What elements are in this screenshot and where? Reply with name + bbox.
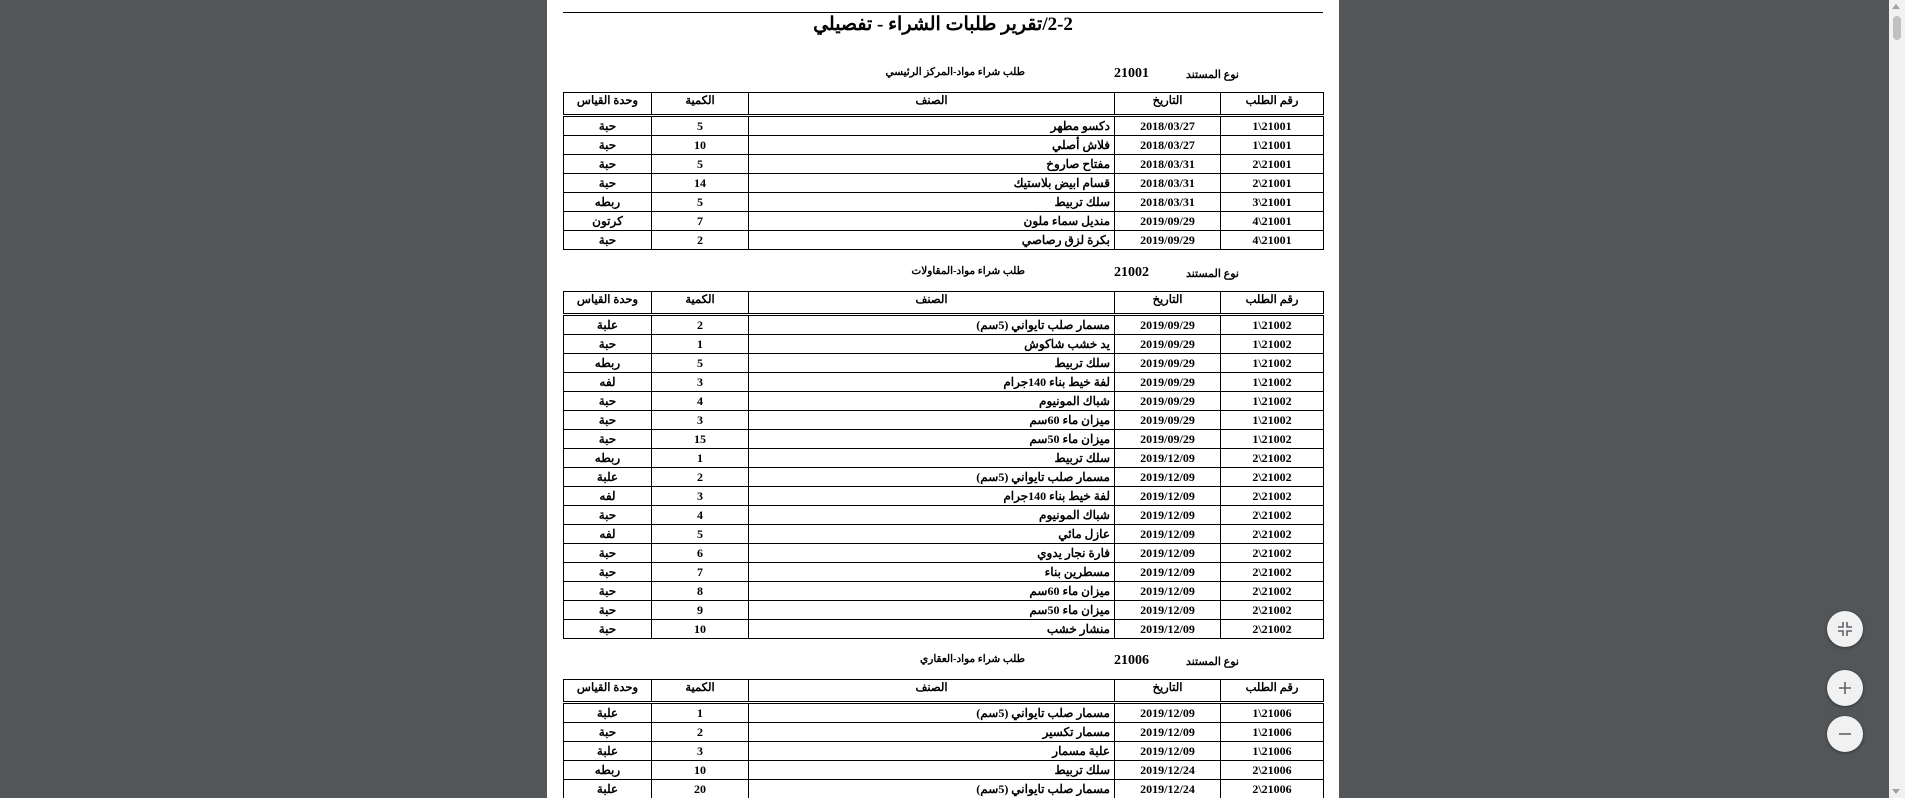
cell-request-no: 21006\1	[1221, 723, 1324, 742]
cell-request-no: 21002\1	[1221, 430, 1324, 449]
zoom-in-button[interactable]	[1827, 670, 1863, 706]
header-date: التاريخ	[1115, 680, 1221, 703]
cell-unit: حبة	[564, 620, 652, 639]
cell-item: منديل سماء ملون	[749, 212, 1115, 231]
cell-date: 2019/12/24	[1115, 780, 1221, 798]
doc-section	[563, 265, 1323, 639]
cell-request-no: 21006\1	[1221, 742, 1324, 761]
cell-request-no: 21001\3	[1221, 193, 1324, 212]
cell-unit: حبة	[564, 582, 652, 601]
cell-item: سلك تربيط	[749, 449, 1115, 468]
cell-date: 2019/12/09	[1115, 449, 1221, 468]
fit-to-page-button[interactable]	[1827, 611, 1863, 647]
cell-unit: حبة	[564, 601, 652, 620]
doc-type-label: نوع المستند	[1185, 656, 1239, 668]
cell-item: علبة مسمار	[749, 742, 1115, 761]
table-row	[564, 136, 1324, 155]
zoom-out-icon	[1838, 727, 1852, 741]
cell-item: يد خشب شاكوش	[749, 335, 1115, 354]
cell-item: مسمار صلب تايواني (5سم)	[749, 468, 1115, 487]
cell-request-no: 21006\1	[1221, 703, 1324, 723]
cell-date: 2019/12/09	[1115, 544, 1221, 563]
cell-request-no: 21002\1	[1221, 315, 1324, 335]
table-row	[564, 155, 1324, 174]
table-row	[564, 703, 1324, 723]
table-row	[564, 761, 1324, 780]
cell-item: سلك تربيط	[749, 761, 1115, 780]
cell-item: لفة خيط بناء 140جرام	[749, 373, 1115, 392]
cell-unit: حبة	[564, 430, 652, 449]
table-row	[564, 468, 1324, 487]
cell-request-no: 21001\1	[1221, 136, 1324, 155]
cell-item: مسمار صلب تايواني (5سم)	[749, 780, 1115, 798]
cell-request-no: 21002\2	[1221, 544, 1324, 563]
cell-request-no: 21006\2	[1221, 761, 1324, 780]
cell-date: 2018/03/31	[1115, 155, 1221, 174]
table-row	[564, 116, 1324, 136]
table-row	[564, 723, 1324, 742]
cell-quantity: 7	[652, 563, 749, 582]
cell-date: 2019/12/09	[1115, 487, 1221, 506]
cell-request-no: 21002\2	[1221, 601, 1324, 620]
cell-request-no: 21006\2	[1221, 780, 1324, 798]
cell-date: 2019/12/09	[1115, 468, 1221, 487]
purchase-requests-table	[563, 679, 1324, 798]
cell-request-no: 21001\4	[1221, 231, 1324, 250]
cell-unit: علبة	[564, 315, 652, 335]
cell-request-no: 21002\1	[1221, 373, 1324, 392]
header-quantity: الكمية	[652, 292, 749, 315]
cell-date: 2019/12/09	[1115, 742, 1221, 761]
header-unit: وحدة القياس	[564, 93, 652, 116]
cell-quantity: 1	[652, 449, 749, 468]
table-row	[564, 742, 1324, 761]
cell-item: مسمار صلب تايواني (5سم)	[749, 315, 1115, 335]
cell-date: 2019/09/29	[1115, 430, 1221, 449]
cell-unit: حبة	[564, 136, 652, 155]
scroll-down-arrow-icon[interactable]	[1892, 789, 1900, 794]
cell-item: ميزان ماء 50سم	[749, 601, 1115, 620]
cell-item: قسام ابيض بلاستيك	[749, 174, 1115, 193]
cell-item: فارة نجار يدوي	[749, 544, 1115, 563]
cell-date: 2019/12/24	[1115, 761, 1221, 780]
cell-quantity: 4	[652, 506, 749, 525]
cell-item: منشار خشب	[749, 620, 1115, 639]
cell-quantity: 3	[652, 487, 749, 506]
cell-unit: كرتون	[564, 212, 652, 231]
cell-quantity: 8	[652, 582, 749, 601]
cell-unit: علبة	[564, 468, 652, 487]
cell-unit: حبة	[564, 174, 652, 193]
cell-date: 2018/03/31	[1115, 193, 1221, 212]
table-row	[564, 212, 1324, 231]
cell-quantity: 15	[652, 430, 749, 449]
cell-unit: لفه	[564, 373, 652, 392]
vertical-scrollbar[interactable]	[1889, 0, 1905, 798]
cell-item: شباك المونيوم	[749, 392, 1115, 411]
cell-date: 2019/12/09	[1115, 620, 1221, 639]
cell-quantity: 1	[652, 335, 749, 354]
cell-quantity: 3	[652, 742, 749, 761]
table-row	[564, 487, 1324, 506]
cell-unit: حبة	[564, 563, 652, 582]
cell-quantity: 5	[652, 116, 749, 136]
cell-item: فلاش أصلي	[749, 136, 1115, 155]
cell-unit: ربطه	[564, 193, 652, 212]
cell-unit: حبة	[564, 723, 652, 742]
cell-date: 2019/09/29	[1115, 373, 1221, 392]
cell-request-no: 21002\2	[1221, 449, 1324, 468]
cell-unit: علبة	[564, 703, 652, 723]
cell-unit: حبة	[564, 411, 652, 430]
table-row	[564, 315, 1324, 335]
cell-request-no: 21002\2	[1221, 582, 1324, 601]
cell-item: مسمار تكسير	[749, 723, 1115, 742]
cell-unit: حبة	[564, 544, 652, 563]
cell-quantity: 7	[652, 212, 749, 231]
table-row	[564, 430, 1324, 449]
cell-item: لفة خيط بناء 140جرام	[749, 487, 1115, 506]
doc-name: طلب شراء مواد-المركز الرئيسي	[885, 67, 1025, 78]
cell-item: عازل مائي	[749, 525, 1115, 544]
table-row	[564, 335, 1324, 354]
cell-quantity: 20	[652, 780, 749, 798]
cell-quantity: 4	[652, 392, 749, 411]
cell-quantity: 10	[652, 761, 749, 780]
table-row	[564, 174, 1324, 193]
table-row	[564, 231, 1324, 250]
table-row	[564, 392, 1324, 411]
cell-date: 2019/09/29	[1115, 315, 1221, 335]
fit-to-page-icon	[1837, 621, 1853, 637]
cell-date: 2019/09/29	[1115, 354, 1221, 373]
cell-request-no: 21002\1	[1221, 392, 1324, 411]
cell-date: 2019/12/09	[1115, 525, 1221, 544]
doc-type-label: نوع المستند	[1185, 268, 1239, 280]
cell-quantity: 2	[652, 723, 749, 742]
cell-date: 2019/12/09	[1115, 601, 1221, 620]
header-quantity: الكمية	[652, 93, 749, 116]
cell-unit: علبة	[564, 742, 652, 761]
cell-date: 2019/09/29	[1115, 392, 1221, 411]
doc-section	[563, 66, 1323, 250]
cell-quantity: 1	[652, 703, 749, 723]
cell-date: 2019/12/09	[1115, 506, 1221, 525]
doc-number: 21001	[1114, 66, 1149, 81]
cell-request-no: 21001\1	[1221, 116, 1324, 136]
table-row	[564, 525, 1324, 544]
cell-item: دكسو مطهر	[749, 116, 1115, 136]
table-row	[564, 582, 1324, 601]
cell-request-no: 21002\2	[1221, 487, 1324, 506]
cell-item: مسمار صلب تايواني (5سم)	[749, 703, 1115, 723]
cell-unit: حبة	[564, 335, 652, 354]
cell-request-no: 21002\1	[1221, 411, 1324, 430]
cell-request-no: 21001\2	[1221, 155, 1324, 174]
table-header-row	[564, 93, 1324, 116]
table-row	[564, 780, 1324, 798]
doc-header	[563, 66, 1323, 92]
report-title: 2-2/تقرير طلبات الشراء - تفصيلي	[813, 14, 1073, 35]
cell-item: شباك المونيوم	[749, 506, 1115, 525]
doc-header	[563, 653, 1323, 679]
cell-request-no: 21001\4	[1221, 212, 1324, 231]
table-header-row	[564, 292, 1324, 315]
cell-quantity: 5	[652, 525, 749, 544]
header-request-no: رقم الطلب	[1221, 292, 1324, 315]
table-row	[564, 620, 1324, 639]
table-row	[564, 601, 1324, 620]
cell-request-no: 21001\2	[1221, 174, 1324, 193]
cell-quantity: 5	[652, 155, 749, 174]
doc-name: طلب شراء مواد-المقاولات	[911, 266, 1025, 277]
table-header-row	[564, 680, 1324, 703]
cell-request-no: 21002\2	[1221, 468, 1324, 487]
pdf-page	[547, 0, 1339, 798]
cell-quantity: 5	[652, 354, 749, 373]
header-unit: وحدة القياس	[564, 292, 652, 315]
doc-header	[563, 265, 1323, 291]
table-row	[564, 373, 1324, 392]
zoom-in-icon	[1838, 681, 1852, 695]
cell-date: 2019/12/09	[1115, 582, 1221, 601]
doc-type-label: نوع المستند	[1185, 69, 1239, 81]
cell-request-no: 21002\2	[1221, 506, 1324, 525]
cell-quantity: 2	[652, 231, 749, 250]
cell-date: 2019/12/09	[1115, 723, 1221, 742]
purchase-requests-table	[563, 92, 1324, 250]
cell-item: سلك تربيط	[749, 193, 1115, 212]
cell-unit: ربطه	[564, 449, 652, 468]
scroll-up-arrow-icon[interactable]	[1892, 4, 1900, 9]
scroll-thumb[interactable]	[1893, 16, 1901, 40]
cell-date: 2019/09/29	[1115, 335, 1221, 354]
cell-unit: ربطه	[564, 354, 652, 373]
cell-request-no: 21002\2	[1221, 525, 1324, 544]
cell-request-no: 21002\2	[1221, 563, 1324, 582]
table-row	[564, 354, 1324, 373]
cell-date: 2019/12/09	[1115, 563, 1221, 582]
cell-date: 2018/03/27	[1115, 116, 1221, 136]
cell-quantity: 14	[652, 174, 749, 193]
header-date: التاريخ	[1115, 93, 1221, 116]
cell-date: 2019/09/29	[1115, 231, 1221, 250]
table-row	[564, 563, 1324, 582]
cell-item: ميزان ماء 60سم	[749, 411, 1115, 430]
cell-quantity: 2	[652, 468, 749, 487]
cell-item: بكرة لزق رصاصي	[749, 231, 1115, 250]
cell-item: ميزان ماء 50سم	[749, 430, 1115, 449]
cell-unit: حبة	[564, 116, 652, 136]
doc-number: 21002	[1114, 265, 1149, 280]
cell-quantity: 3	[652, 373, 749, 392]
purchase-requests-table	[563, 291, 1324, 639]
table-row	[564, 449, 1324, 468]
header-request-no: رقم الطلب	[1221, 680, 1324, 703]
cell-item: سلك تربيط	[749, 354, 1115, 373]
table-row	[564, 544, 1324, 563]
doc-section	[563, 653, 1323, 798]
cell-date: 2018/03/27	[1115, 136, 1221, 155]
header-quantity: الكمية	[652, 680, 749, 703]
cell-quantity: 3	[652, 411, 749, 430]
header-item: الصنف	[749, 93, 1115, 116]
cell-unit: حبة	[564, 392, 652, 411]
cell-request-no: 21002\1	[1221, 335, 1324, 354]
cell-quantity: 2	[652, 315, 749, 335]
table-row	[564, 193, 1324, 212]
cell-item: مفتاح صاروخ	[749, 155, 1115, 174]
cell-item: مسطرين بناء	[749, 563, 1115, 582]
cell-quantity: 10	[652, 136, 749, 155]
zoom-out-button[interactable]	[1827, 716, 1863, 752]
cell-unit: حبة	[564, 506, 652, 525]
header-item: الصنف	[749, 680, 1115, 703]
header-item: الصنف	[749, 292, 1115, 315]
cell-date: 2019/09/29	[1115, 212, 1221, 231]
cell-quantity: 10	[652, 620, 749, 639]
cell-quantity: 6	[652, 544, 749, 563]
header-unit: وحدة القياس	[564, 680, 652, 703]
cell-quantity: 9	[652, 601, 749, 620]
cell-date: 2019/12/09	[1115, 703, 1221, 723]
cell-quantity: 5	[652, 193, 749, 212]
cell-request-no: 21002\1	[1221, 354, 1324, 373]
doc-name: طلب شراء مواد-العقاري	[920, 654, 1025, 665]
cell-request-no: 21002\2	[1221, 620, 1324, 639]
table-row	[564, 506, 1324, 525]
cell-date: 2019/09/29	[1115, 411, 1221, 430]
header-request-no: رقم الطلب	[1221, 93, 1324, 116]
cell-unit: ربطه	[564, 761, 652, 780]
cell-date: 2018/03/31	[1115, 174, 1221, 193]
cell-unit: لفه	[564, 525, 652, 544]
header-date: التاريخ	[1115, 292, 1221, 315]
cell-unit: لفه	[564, 487, 652, 506]
cell-item: ميزان ماء 60سم	[749, 582, 1115, 601]
cell-unit: علبة	[564, 780, 652, 798]
table-row	[564, 411, 1324, 430]
cell-unit: حبة	[564, 155, 652, 174]
doc-number: 21006	[1114, 653, 1149, 668]
cell-unit: حبة	[564, 231, 652, 250]
